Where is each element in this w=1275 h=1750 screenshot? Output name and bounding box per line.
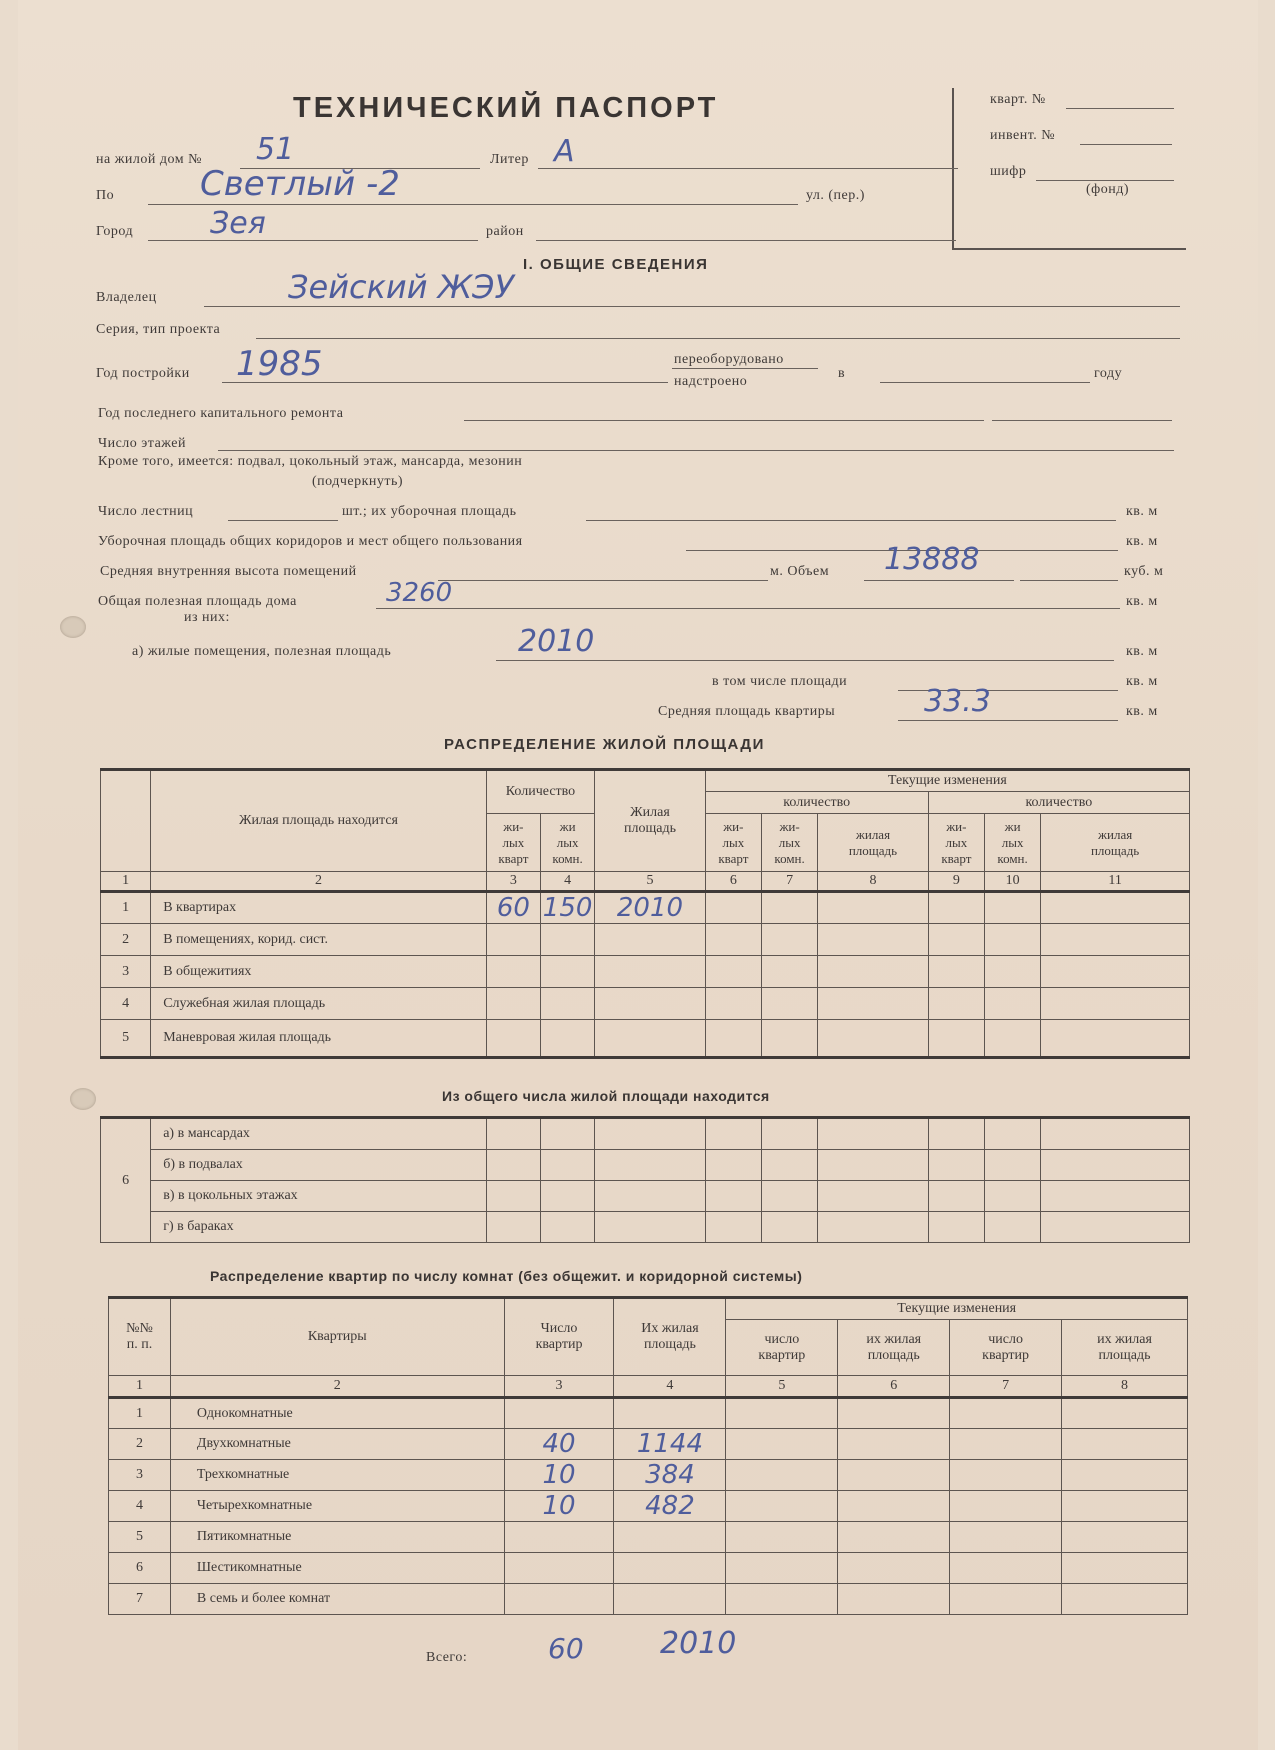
table-row: в) в цокольных этажах (101, 1181, 1190, 1212)
including-label: в том числе площади (712, 674, 848, 689)
handwritten-cell: 10 (504, 1460, 614, 1491)
passport-page (18, 0, 1258, 1750)
sq-unit: кв. м (1126, 534, 1158, 549)
year-built-value: 1985 (236, 344, 323, 384)
owner-label: Владелец (96, 290, 157, 305)
invent-label: инвент. № (990, 128, 1056, 143)
avg-area-label: Средняя площадь квартиры (658, 704, 836, 719)
sq-unit: кв. м (1126, 644, 1158, 659)
current-changes-header: Текущие изменения (726, 1298, 1188, 1320)
col-num: 1 (101, 872, 151, 892)
no-header: №№ п. п. (109, 1298, 171, 1376)
table-row: 6 Шестикомнатные (109, 1553, 1188, 1584)
qty-lower-header: количество (928, 792, 1189, 814)
handwritten-cell: 384 (614, 1460, 726, 1491)
row-number-header (101, 770, 151, 872)
in-label: в (838, 366, 846, 381)
total-area-label: Общая полезная площадь дома (98, 594, 297, 609)
living-area-header: жилая площадь (818, 814, 929, 872)
table-row: 5 Пятикомнатные (109, 1522, 1188, 1553)
fond-label: (фонд) (1086, 182, 1130, 197)
total-area-value: 2010 (660, 1626, 737, 1661)
height-label: Средняя внутренняя высота помещений (100, 564, 357, 579)
table-row: г) в бараках (101, 1212, 1190, 1243)
city-value: Зея (210, 206, 266, 241)
sq-unit: кв. м (1126, 594, 1158, 609)
punch-hole (70, 1088, 96, 1110)
col-num: 3 (504, 1376, 614, 1398)
volume-label: м. Объем (770, 564, 830, 579)
handwritten-cell: 1144 (614, 1429, 726, 1460)
avg-area-value: 33.3 (924, 684, 991, 719)
col-num: 2 (170, 1376, 504, 1398)
reequipped-label: переоборудовано (674, 352, 784, 367)
col-num: 5 (726, 1376, 838, 1398)
built-up-label: надстроено (674, 374, 748, 389)
count-lower-header: число квартир (726, 1320, 838, 1376)
col-num: 5 (595, 872, 706, 892)
table-row: 4 Четырехкомнатные 10 482 (109, 1491, 1188, 1522)
punch-hole (60, 616, 86, 638)
handwritten-cell: 10 (504, 1491, 614, 1522)
last-repair-label: Год последнего капитального ремонта (98, 406, 344, 421)
table-row: 2 В помещениях, корид. сист. (101, 924, 1190, 956)
series-label: Серия, тип проекта (96, 322, 221, 337)
sq-unit: кв. м (1126, 674, 1158, 689)
col-num: 6 (705, 872, 761, 892)
of-them-label: из них: (184, 610, 230, 625)
col-num: 7 (761, 872, 817, 892)
area-lower-header: их жилая площадь (1062, 1320, 1188, 1376)
table-row: 2 Двухкомнатные 40 1144 (109, 1429, 1188, 1460)
count-lower-header: число квартир (950, 1320, 1062, 1376)
table-row: 3 В общежитиях (101, 956, 1190, 988)
year-built-label: Год постройки (96, 366, 190, 381)
sub-distribution-title: Из общего числа жилой площади находится (442, 1088, 770, 1104)
living-area-header: жилая площадь (1041, 814, 1190, 872)
table-row: 6 а) в мансардах (101, 1118, 1190, 1150)
table-row: 3 Трехкомнатные 10 384 (109, 1460, 1188, 1491)
area-lower-header: их жилая площадь (838, 1320, 950, 1376)
kv-header: жи- лых кварт (928, 814, 984, 872)
handwritten-cell: 60 (486, 892, 540, 924)
count-header: Число квартир (504, 1298, 614, 1376)
underline-note: (подчеркнуть) (312, 474, 404, 489)
liter-value: А (554, 134, 575, 169)
handwritten-cell: 150 (540, 892, 594, 924)
col-num: 2 (151, 872, 487, 892)
volume-value: 13888 (884, 542, 980, 577)
col-num: 10 (984, 872, 1040, 892)
area-header: Их жилая площадь (614, 1298, 726, 1376)
kom-header: жи лых комн. (984, 814, 1040, 872)
stairs-label: Число лестниц (98, 504, 194, 519)
current-changes-header: Текущие изменения (705, 770, 1189, 792)
general-section-title: I. ОБЩИЕ СВЕДЕНИЯ (523, 256, 709, 273)
distribution-title: РАСПРЕДЕЛЕНИЕ ЖИЛОЙ ПЛОЩАДИ (444, 736, 765, 753)
handwritten-cell: 482 (614, 1491, 726, 1522)
col-num: 8 (818, 872, 929, 892)
registration-stamp-box (952, 88, 1186, 250)
besides-label: Кроме того, имеется: подвал, цокольный этаж, мансарда, мезонин (98, 454, 523, 469)
quantity-header: Количество (486, 770, 594, 814)
col-num: 3 (486, 872, 540, 892)
total-count-value: 60 (548, 1632, 584, 1665)
year-suffix: году (1094, 366, 1123, 381)
table-row: 5 Маневровая жилая площадь (101, 1020, 1190, 1058)
col-num: 9 (928, 872, 984, 892)
floors-label: Число этажей (98, 436, 186, 451)
document-title: ТЕХНИЧЕСКИЙ ПАСПОРТ (293, 92, 719, 124)
house-number-value: 51 (256, 132, 295, 167)
table-row: 1 Однокомнатные (109, 1398, 1188, 1429)
street-suffix: ул. (пер.) (806, 188, 865, 203)
kom-header: жи лых комн. (540, 814, 594, 872)
area-header-line: площадь (623, 821, 676, 836)
table-row: 7 В семь и более комнат (109, 1584, 1188, 1615)
kv-header: жи- лых кварт (705, 814, 761, 872)
handwritten-cell: 40 (504, 1429, 614, 1460)
col-num: 6 (838, 1376, 950, 1398)
col-num: 4 (540, 872, 594, 892)
area-header-line: Жилая (630, 805, 670, 820)
area-header (595, 770, 706, 872)
table-row: б) в подвалах (101, 1150, 1190, 1181)
qty-lower-header: количество (705, 792, 928, 814)
table-row: 1 В квартирах 60 150 2010 (101, 892, 1190, 924)
kvart-label: кварт. № (990, 92, 1046, 107)
col-num: 4 (614, 1376, 726, 1398)
sub-distribution-table (100, 1116, 1190, 1243)
located-header: Жилая площадь находится (151, 770, 487, 872)
sq-unit: кв. м (1126, 504, 1158, 519)
col-num: 7 (950, 1376, 1062, 1398)
total-area-value: 3260 (386, 578, 453, 608)
handwritten-cell: 2010 (595, 892, 706, 924)
owner-value: Зейский ЖЭУ (288, 268, 514, 306)
shifr-label: шифр (990, 164, 1027, 179)
city-label: Город (96, 224, 134, 239)
corridor-label: Уборочная площадь общих коридоров и мест общего пользования (98, 534, 523, 549)
street-prefix: По (96, 188, 115, 203)
distribution-table (100, 768, 1190, 1059)
sq-unit: кв. м (1126, 704, 1158, 719)
apartments-table (108, 1296, 1188, 1615)
apartments-title: Распределение квартир по числу комнат (без общежит. и коридорной системы) (210, 1268, 803, 1284)
stairs-mid: шт.; их уборочная площадь (342, 504, 517, 519)
street-value: Светлый -2 (200, 164, 400, 204)
kom-header: жи- лых комн. (761, 814, 817, 872)
col-num: 8 (1062, 1376, 1188, 1398)
col-num: 11 (1041, 872, 1190, 892)
total-label: Всего: (426, 1650, 468, 1665)
district-label: район (486, 224, 524, 239)
kv-header: жи- лых кварт (486, 814, 540, 872)
living-area-value: 2010 (518, 624, 595, 659)
apartments-header: Квартиры (170, 1298, 504, 1376)
house-number-label: на жилой дом № (96, 152, 202, 167)
cubic-unit: куб. м (1124, 564, 1164, 579)
living-area-label: а) жилые помещения, полезная площадь (132, 644, 392, 659)
liter-label: Литер (490, 152, 529, 167)
table-row: 4 Служебная жилая площадь (101, 988, 1190, 1020)
col-num: 1 (109, 1376, 171, 1398)
row-number: 6 (101, 1118, 151, 1243)
